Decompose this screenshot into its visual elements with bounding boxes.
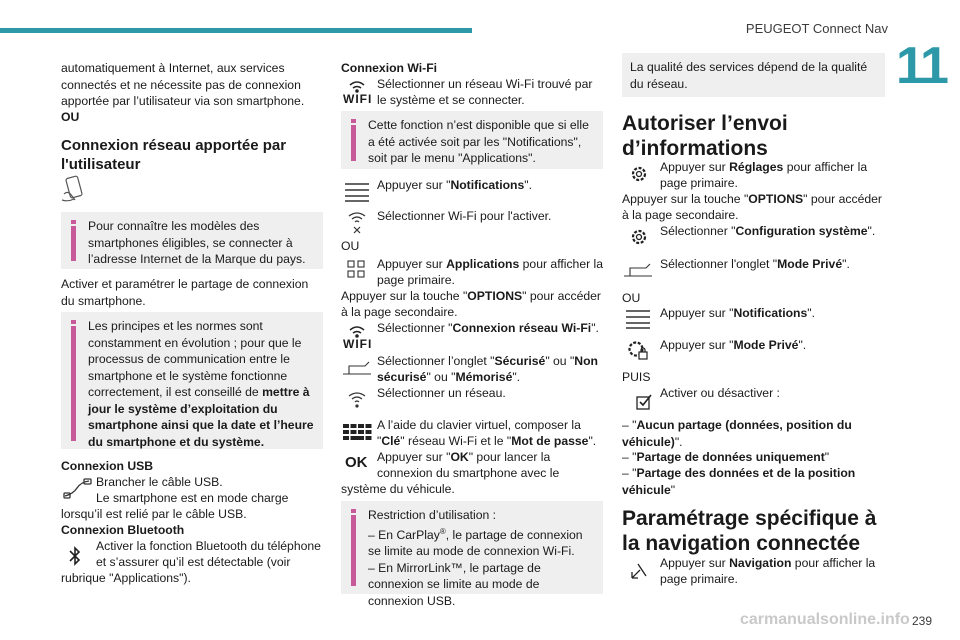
intro-text: automatiquement à Internet, aux services connectés et ne nécessite pas de connexion apportée par l’utilisateur via son smartphone. bbox=[61, 61, 305, 108]
tap-navigation-text: Appuyer sur Navigation pour afficher la bbox=[660, 556, 876, 570]
checkbox-icon bbox=[634, 392, 654, 412]
private-mode-tab-icon bbox=[622, 262, 654, 280]
usb-title: Connexion USB bbox=[61, 459, 154, 473]
notifications-icon-2 bbox=[622, 306, 654, 330]
note-eligible-smartphones: Pour connaître les modèles des smartphones éligibles, se connecter à l’adresse Internet de la Marque du pays. bbox=[61, 212, 323, 269]
usb-step-1: Brancher le câble USB. bbox=[96, 475, 223, 489]
wifi-icon-label: WIFI bbox=[343, 92, 373, 106]
tap-applications-text-2: page primaire. bbox=[377, 273, 455, 287]
usb-cable-icon bbox=[62, 478, 94, 500]
smartphone-icon bbox=[58, 174, 90, 204]
wifi-icon bbox=[341, 76, 373, 106]
ok-text: Appuyer sur "OK" pour lancer la bbox=[377, 450, 551, 464]
usb-step-3: lorsqu’il est relié par le câble USB. bbox=[61, 507, 247, 521]
wifi-settings-icon bbox=[343, 208, 371, 236]
option-data-and-position: – "Partage des données et de la position véhicule" bbox=[622, 466, 856, 497]
wifi-title: Connexion Wi-Fi bbox=[341, 61, 438, 75]
tab-icon bbox=[341, 360, 373, 378]
or-label-2: OU bbox=[341, 239, 360, 253]
keyboard-icon bbox=[341, 420, 373, 446]
options-text-col3-2: à la page secondaire. bbox=[622, 208, 739, 222]
keyboard-text-2: "Clé" réseau Wi-Fi et le "Mot de passe". bbox=[377, 434, 597, 448]
ok-text-3: système du véhicule. bbox=[341, 482, 455, 496]
navigation-arrow-icon bbox=[628, 558, 652, 582]
or-label-3: OU bbox=[622, 291, 641, 305]
header-title: PEUGEOT Connect Nav bbox=[745, 21, 888, 36]
section-title-user-connection: Connexion réseau apportée par l'utilisateur bbox=[61, 137, 287, 173]
option-no-sharing: – "Aucun partage (données, position du véhicule)". bbox=[622, 418, 852, 449]
note-usage-restriction: Restriction d’utilisation : – En CarPlay®, le partage de connexion se limite au mode de connexion Wi-Fi. – En MirrorLink™, le partage de connexion se limite au mode de connexion USB. bbox=[341, 501, 603, 594]
wifi-network-icon-label: WIFI bbox=[343, 337, 373, 351]
then-label: PUIS bbox=[622, 370, 651, 384]
or-label: OU bbox=[61, 110, 80, 124]
bluetooth-icon bbox=[66, 544, 84, 568]
select-tab-text: Sélectionner l’onglet "Sécurisé" ou "Non bbox=[377, 354, 598, 368]
bluetooth-step-2: et s’assurer qu’il est détectable (voir bbox=[96, 555, 291, 569]
tap-settings-text-2: page primaire. bbox=[660, 176, 738, 190]
tap-notifications-text-2: Appuyer sur "Notifications". bbox=[660, 306, 815, 320]
note-service-quality: La qualité des services dépend de la qualité du réseau. bbox=[622, 53, 885, 97]
wifi-select-icon bbox=[343, 387, 371, 413]
select-connection-text: Sélectionner "Connexion réseau Wi-Fi". bbox=[377, 321, 599, 335]
options-text-col3: Appuyer sur la touche "OPTIONS" pour accéder bbox=[622, 192, 882, 206]
ok-icon: OK bbox=[345, 454, 368, 471]
option-data-only: – "Partage de données uniquement" bbox=[622, 450, 830, 464]
header-accent-bar bbox=[0, 28, 472, 33]
settings-gear-icon bbox=[626, 162, 652, 186]
system-config-gear-icon bbox=[626, 225, 652, 249]
tap-notifications-text: Appuyer sur "Notifications". bbox=[377, 178, 532, 192]
options-text: Appuyer sur la touche "OPTIONS" pour accéder bbox=[341, 289, 601, 303]
notifications-icon bbox=[341, 179, 373, 203]
select-system-config-text: Sélectionner "Configuration système". bbox=[660, 224, 876, 238]
note-standards: Les principes et les normes sont constamment en évolution ; pour que le processus de communication entre le smartphone et le système fonctionne correctement, il est conseillé de mettre à jour le système d’exploitation du smartphone ainsi que la date et l’heure du smartphone et du système. bbox=[61, 312, 323, 449]
keyboard-text: A l’aide du clavier virtuel, composer la bbox=[377, 418, 581, 432]
activate-sharing-text: Activer et paramétrer le partage de connexion du smartphone. bbox=[61, 277, 309, 308]
section-title-send-information: Autoriser l’envoi d’informations bbox=[622, 112, 788, 160]
options-text-2: à la page secondaire. bbox=[341, 305, 458, 319]
bluetooth-title: Connexion Bluetooth bbox=[61, 523, 185, 537]
usb-step-2: Le smartphone est en mode charge bbox=[96, 491, 289, 505]
page-number: 239 bbox=[911, 614, 932, 628]
applications-grid-icon bbox=[344, 258, 370, 280]
bluetooth-step-1: Activer la fonction Bluetooth du téléphone bbox=[96, 539, 321, 553]
select-private-tab-text: Sélectionner l'onglet "Mode Privé". bbox=[660, 257, 850, 271]
tap-applications-text: Appuyer sur Applications pour afficher la bbox=[377, 257, 604, 271]
bluetooth-step-3: rubrique "Applications"). bbox=[61, 571, 191, 585]
select-network-text: Sélectionner un réseau. bbox=[377, 386, 506, 400]
activate-deactivate-text: Activer ou désactiver : bbox=[660, 386, 780, 400]
select-wifi-text: Sélectionner Wi-Fi pour l'activer. bbox=[377, 209, 552, 223]
wifi-network-icon bbox=[341, 321, 373, 351]
private-mode-icon bbox=[624, 337, 652, 363]
chapter-number: 11 bbox=[896, 37, 947, 95]
wifi-step-2: le système et se connecter. bbox=[377, 93, 525, 107]
tap-navigation-text-2: page primaire. bbox=[660, 572, 738, 586]
section-title-connected-navigation: Paramétrage spécifique à la navigation connectée bbox=[622, 507, 877, 555]
note-wifi-availability: Cette fonction n’est disponible que si elle a été activée soit par les "Notifications", soit par le menu "Applications". bbox=[341, 111, 603, 169]
tap-private-mode-text: Appuyer sur "Mode Privé". bbox=[660, 338, 807, 352]
tap-settings-text: Appuyer sur Réglages pour afficher la bbox=[660, 160, 868, 174]
ok-text-2: connexion du smartphone avec le bbox=[377, 466, 560, 480]
wifi-step-1: Sélectionner un réseau Wi-Fi trouvé par bbox=[377, 77, 593, 91]
watermark: carmanualsonline.info bbox=[740, 611, 910, 628]
select-tab-text-2: sécurisé" ou "Mémorisé". bbox=[377, 370, 521, 384]
